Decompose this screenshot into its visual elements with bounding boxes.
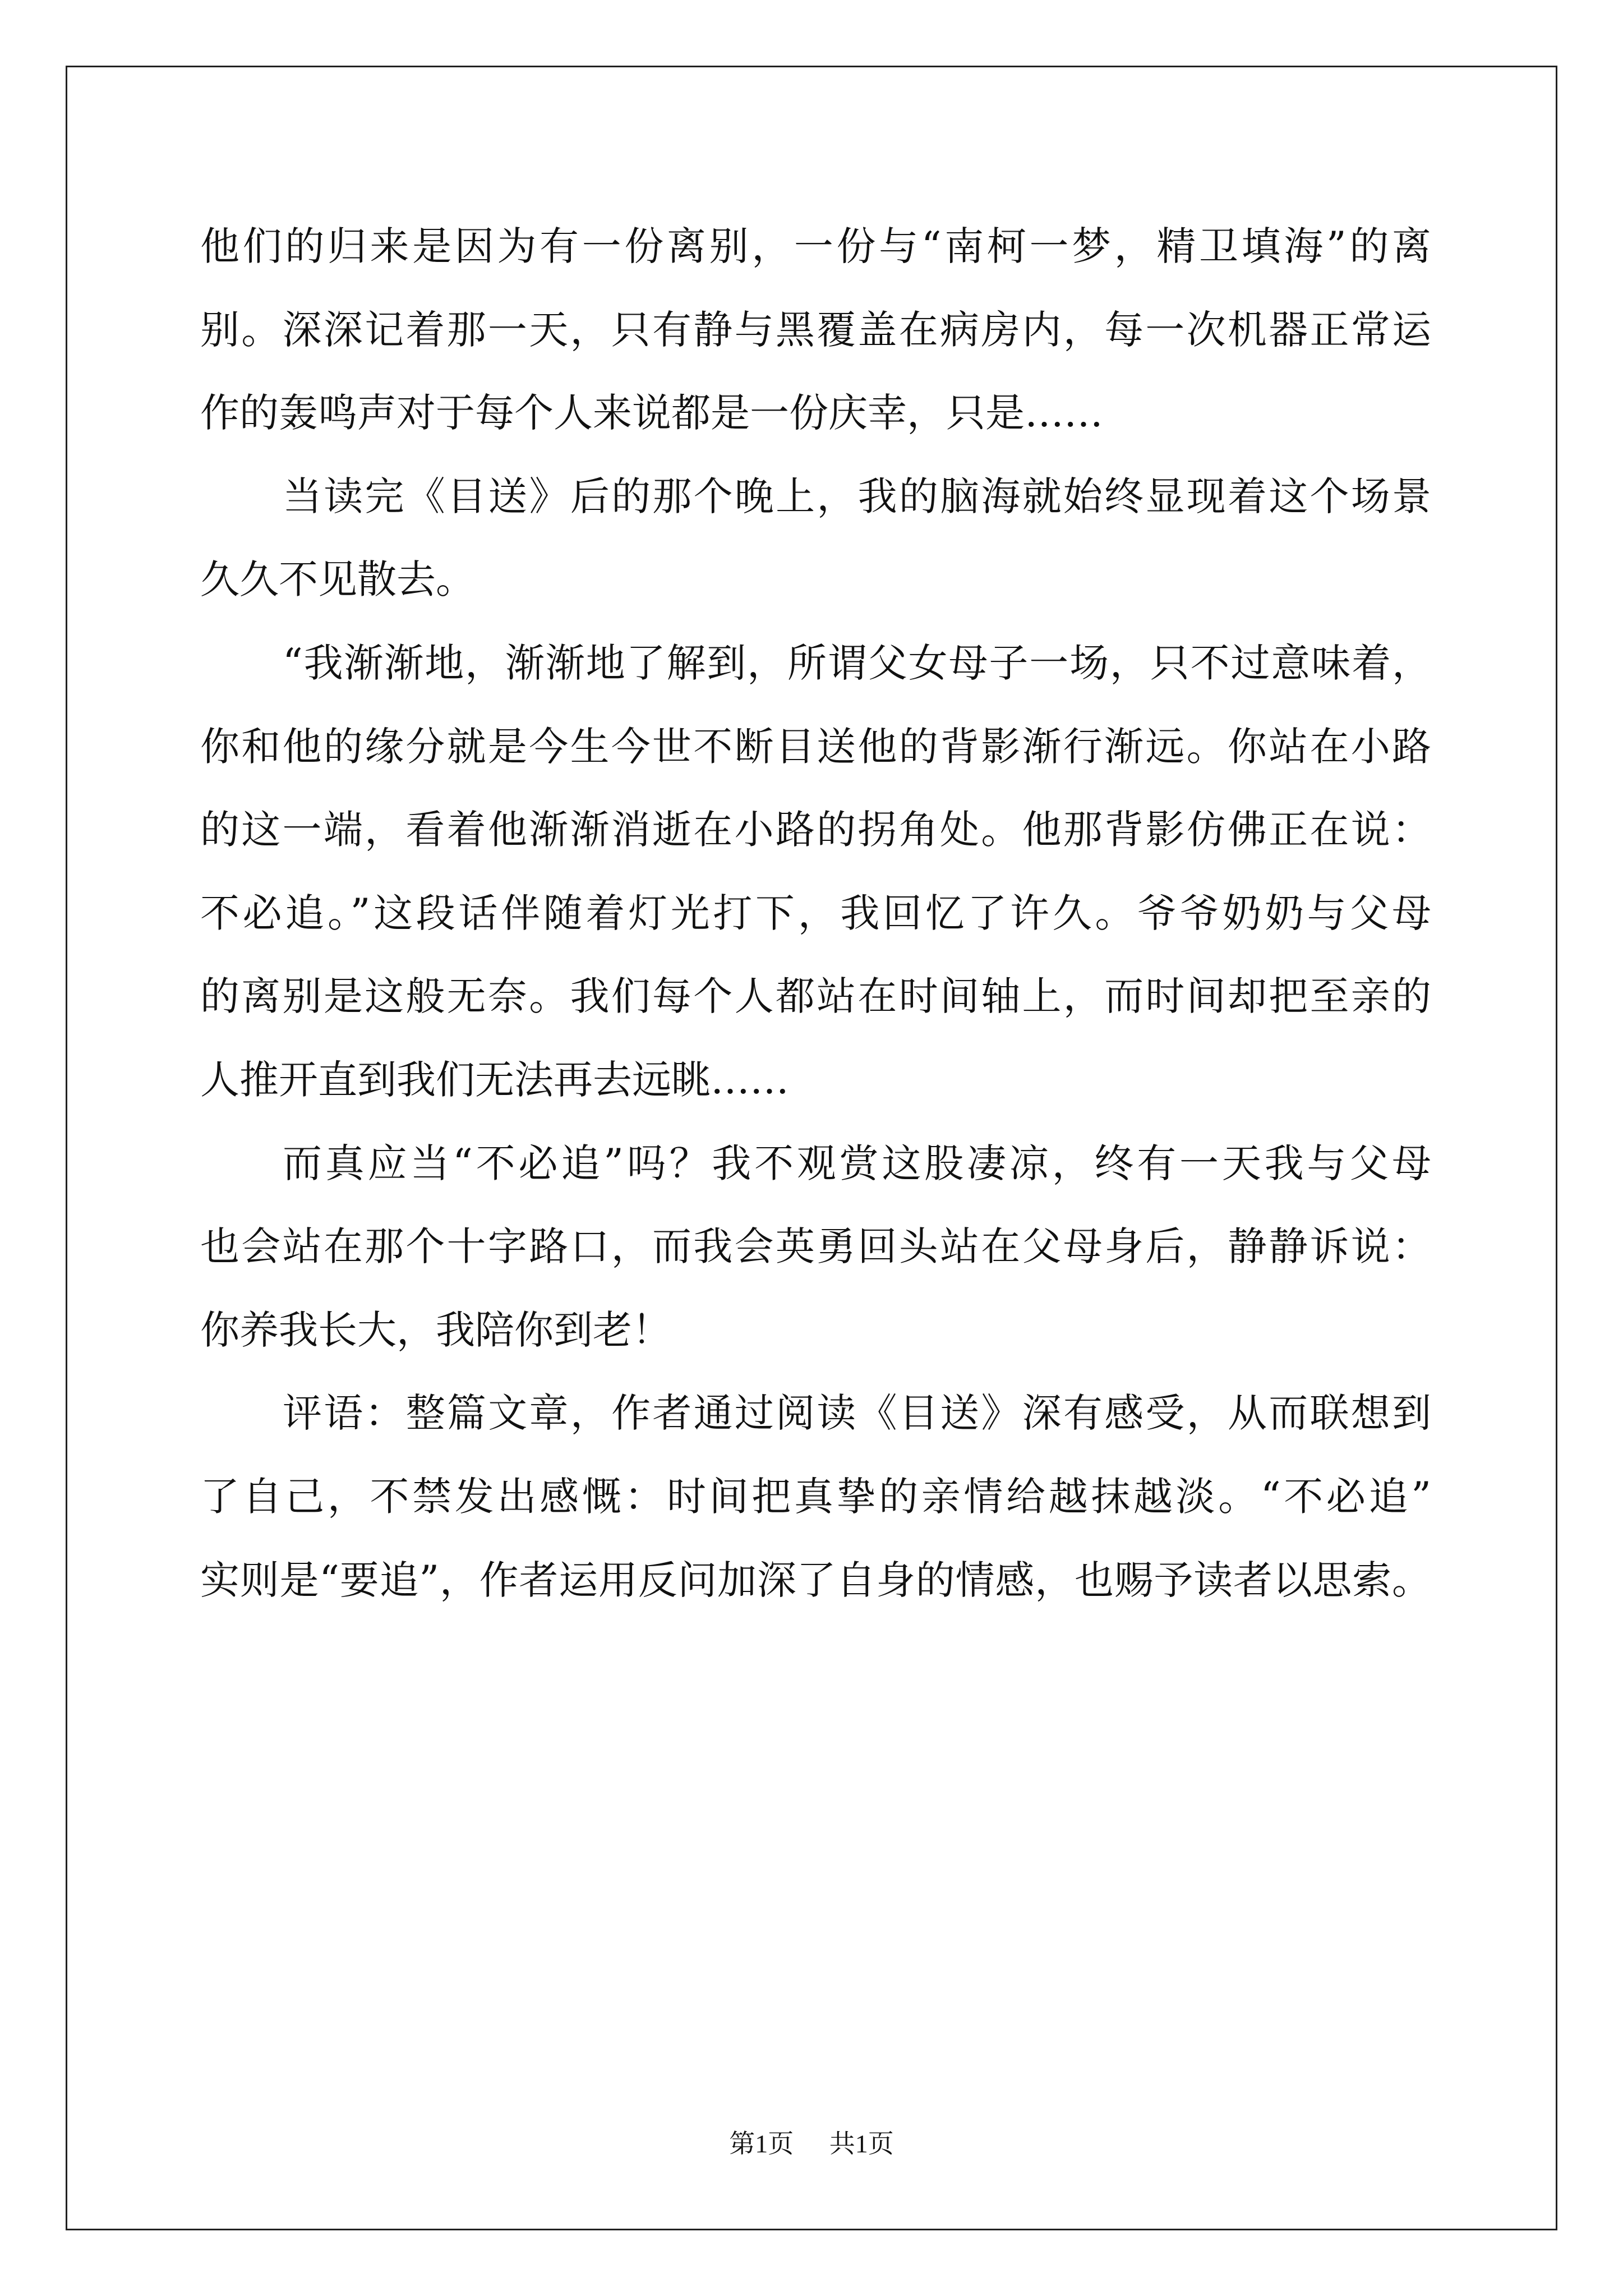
text-line: 人推开直到我们无法再去远眺…… <box>200 1056 789 1103</box>
page-footer <box>0 2128 1623 2160</box>
text-line: 而真应当“不必追”吗？我不观赏这股凄凉，终有一天我与父母 <box>283 1140 1431 1186</box>
text-line: 久久不见散去。 <box>200 556 475 603</box>
page-number: 第1页 <box>729 2129 794 2158</box>
text-line: 你和他的缘分就是今生今世不断目送他的背影渐行渐远。你站在小路 <box>200 723 1431 770</box>
text-line: 也会站在那个十字路口，而我会英勇回头站在父母身后，静静诉说： <box>200 1223 1431 1270</box>
article-body <box>200 205 1431 1622</box>
text-line: 别。深深记着那一天，只有静与黑覆盖在病房内，每一次机器正常运 <box>200 306 1431 353</box>
text-line: 评语：整篇文章，作者通过阅读《目送》深有感受，从而联想到 <box>283 1390 1431 1437</box>
text-line: 他们的归来是因为有一份离别，一份与“南柯一梦，精卫填海”的离 <box>200 223 1431 269</box>
text-line: “我渐渐地，渐渐地了解到，所谓父女母子一场，只不过意味着， <box>283 639 1431 686</box>
text-line: 不必追。”这段话伴随着灯光打下，我回忆了许久。爷爷奶奶与父母 <box>200 890 1431 936</box>
page-total: 共1页 <box>829 2129 894 2158</box>
text-line: 你养我长大，我陪你到老！ <box>200 1306 671 1353</box>
text-line: 作的轰鸣声对于每个人来说都是一份庆幸，只是…… <box>200 390 1103 436</box>
text-line: 的离别是这般无奈。我们每个人都站在时间轴上，而时间却把至亲的 <box>200 973 1431 1020</box>
text-line: 了自己，不禁发出感慨：时间把真挚的亲情给越抹越淡。“不必追” <box>200 1473 1431 1520</box>
text-line: 的这一端，看着他渐渐消逝在小路的拐角处。他那背影仿佛正在说： <box>200 807 1431 853</box>
text-line: 当读完《目送》后的那个晚上，我的脑海就始终显现着这个场景 <box>283 473 1431 519</box>
text-line: 实则是“要追”，作者运用反问加深了自身的情感，也赐予读者以思索。 <box>200 1557 1431 1603</box>
